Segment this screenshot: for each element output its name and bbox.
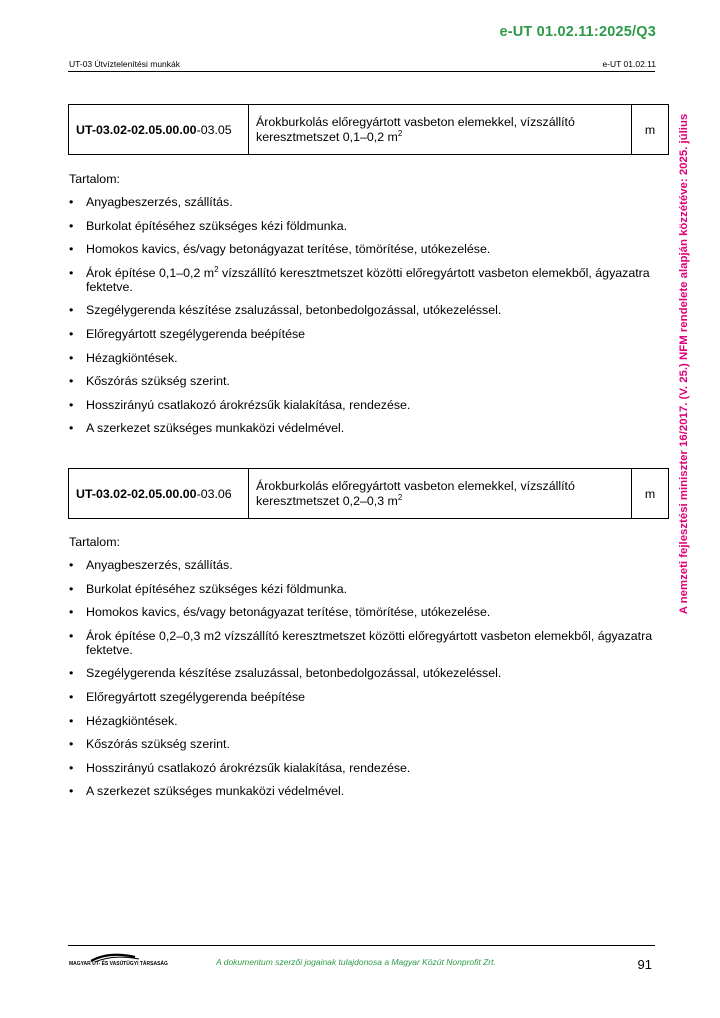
list-item-text-rest: vízszállító keresztmetszet közötti előregyártott vasbeton elemekből, ágyazatra fektetve. — [86, 265, 650, 294]
item-description — [249, 105, 632, 155]
list-item: • Árok építése 0,2–0,3 m2 vízszállító keresztmetszet közötti előregyártott vasbeton elemekből, ágyazatra fektetve. — [69, 629, 659, 657]
list-item — [69, 266, 659, 294]
content-list — [69, 558, 659, 808]
item-unit: m — [632, 105, 669, 155]
list-item: • Burkolat építéséhez szükséges kézi földmunka. — [69, 582, 659, 596]
footer-logo — [69, 950, 169, 972]
item-description — [249, 469, 632, 519]
list-item: • Kőszórás szükség szerint. — [69, 374, 659, 388]
item-table-1 — [68, 104, 669, 155]
item-description-line1: Árokburkolás előregyártott vasbeton elemekkel, vízszállító — [256, 479, 575, 493]
item-unit: m — [632, 469, 669, 519]
list-item: • Hosszirányú csatlakozó árokrézsűk kialakítása, rendezése. — [69, 761, 659, 775]
logo-text: MAGYAR ÚT- ÉS VASÚTÜGYI TÁRSASÁG — [69, 961, 168, 967]
item-table-2 — [68, 468, 669, 519]
item-code-main: UT-03.02-02.05.00.00 — [76, 486, 197, 501]
tartalom-label: Tartalom: — [69, 535, 120, 549]
side-publication-note — [672, 96, 696, 632]
item-description-line1: Árokburkolás előregyártott vasbeton elemekkel, vízszállító — [256, 115, 575, 129]
tartalom-label: Tartalom: — [69, 172, 120, 186]
superscript: 2 — [397, 492, 403, 502]
list-item: • Előregyártott szegélygerenda beépítése — [69, 690, 659, 704]
item-description-line2: keresztmetszet 0,2–0,3 m — [256, 493, 398, 508]
footer-rule — [68, 945, 655, 946]
list-item: • Hézagkiöntések. — [69, 714, 659, 728]
item-code-suffix: -03.06 — [196, 486, 232, 501]
footer-copyright-note: A dokumentum szerzői jogainak tulajdonosa a Magyar Közút Nonprofit Zrt. — [216, 957, 496, 967]
superscript: 2 — [214, 264, 219, 274]
item-code-suffix: -03.05 — [196, 122, 232, 137]
item-description-line2: keresztmetszet 0,1–0,2 m — [256, 129, 398, 144]
item-code-main: UT-03.02-02.05.00.00 — [76, 122, 197, 137]
list-item: • Hosszirányú csatlakozó árokrézsűk kialakítása, rendezése. — [69, 398, 659, 412]
list-item: • Burkolat építéséhez szükséges kézi földmunka. — [69, 219, 659, 233]
list-item: • Homokos kavics, és/vagy betonágyazat terítése, tömörítése, utókezelése. — [69, 242, 659, 256]
list-item: • Anyagbeszerzés, szállítás. — [69, 558, 659, 572]
list-item: • Hézagkiöntések. — [69, 351, 659, 365]
list-item: • Szegélygerenda készítése zsaluzással, betonbedolgozással, utókezeléssel. — [69, 666, 659, 680]
list-item: • Szegélygerenda készítése zsaluzással, betonbedolgozással, utókezeléssel. — [69, 303, 659, 317]
superscript: 2 — [397, 128, 403, 138]
side-publication-text: A nemzeti fejlesztési miniszter 16/2017. (V. 25.) NFM rendelete alapján közzétéve: 2025. július — [678, 113, 690, 615]
item-code — [69, 469, 249, 519]
list-item: • Anyagbeszerzés, szállítás. — [69, 195, 659, 209]
list-item: • Homokos kavics, és/vagy betonágyazat terítése, tömörítése, utókezelése. — [69, 605, 659, 619]
document-code: e-UT 01.02.11:2025/Q3 — [499, 24, 656, 40]
header-doc-id: e-UT 01.02.11 — [602, 59, 656, 69]
list-item: • Kőszórás szükség szerint. — [69, 737, 659, 751]
list-item: • A szerkezet szükséges munkaközi védelmével. — [69, 784, 659, 798]
content-list — [69, 195, 659, 445]
header-chapter: UT-03 Útvíztelenítési munkák — [69, 59, 181, 69]
list-item: • Előregyártott szegélygerenda beépítése — [69, 327, 659, 341]
list-item: • A szerkezet szükséges munkaközi védelmével. — [69, 421, 659, 435]
item-code — [69, 105, 249, 155]
header-rule — [68, 71, 655, 72]
list-item-text: Árok építése 0,1–0,2 m — [86, 265, 215, 280]
page-number: 91 — [637, 957, 652, 972]
